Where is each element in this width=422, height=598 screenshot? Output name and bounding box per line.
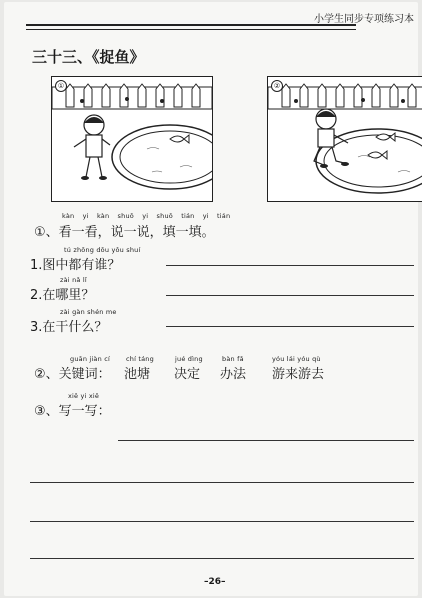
page-number: –26–	[204, 577, 226, 587]
picture-2	[267, 76, 422, 202]
q3-answer-line[interactable]	[166, 326, 414, 327]
keyword-4: 游来游去	[272, 367, 325, 382]
writing-line-3[interactable]	[30, 521, 414, 522]
keyword-1-pinyin: chí táng	[126, 355, 154, 363]
keyword-2: 决定	[174, 367, 201, 382]
boy-at-pond-illustration	[52, 77, 212, 201]
keywords-label: ②、关键词：	[34, 367, 111, 382]
picture-number: ②	[271, 80, 283, 92]
keywords-label-pinyin: guān jiàn cí	[70, 355, 110, 363]
worksheet-page	[4, 2, 418, 596]
writing-line-4[interactable]	[30, 558, 414, 559]
keyword-4-pinyin: yóu lái yóu qù	[272, 355, 321, 363]
lesson-title: 三十三、《捉鱼》	[32, 48, 145, 66]
q3-pinyin: zài gàn shén me	[60, 308, 117, 316]
picture-number: ①	[55, 80, 67, 92]
writing-line-1[interactable]	[118, 440, 414, 441]
q2-pinyin: zài nǎ lǐ	[60, 276, 87, 284]
section3-pinyin: xiě yi xiě	[68, 392, 100, 400]
q1-text: 1.图中都有谁？	[30, 258, 121, 273]
keyword-3: 办法	[220, 367, 247, 382]
section1-heading: ①、看一看，说一说，填一填。	[34, 225, 215, 240]
writing-line-2[interactable]	[30, 482, 414, 483]
q1-answer-line[interactable]	[166, 265, 414, 266]
q1-pinyin: tú zhōng dōu yǒu shuí	[64, 246, 141, 254]
boy-catching-fish-illustration	[268, 77, 422, 201]
q2-text: 2.在哪里？	[30, 288, 95, 303]
section3-heading: ③、写一写：	[34, 404, 111, 419]
header-rule-thin	[26, 29, 356, 30]
section1-pinyin: kàn yi kàn shuō yi shuō tián yi tián	[62, 212, 231, 220]
picture-1	[51, 76, 213, 202]
q2-answer-line[interactable]	[166, 295, 414, 296]
keyword-2-pinyin: jué dìng	[175, 355, 203, 363]
book-title: 小学生同步专项练习本	[314, 14, 414, 25]
header-rule	[26, 24, 356, 26]
q3-text: 3.在干什么？	[30, 320, 108, 335]
keyword-1: 池塘	[124, 367, 151, 382]
keyword-3-pinyin: bàn fǎ	[222, 355, 244, 363]
